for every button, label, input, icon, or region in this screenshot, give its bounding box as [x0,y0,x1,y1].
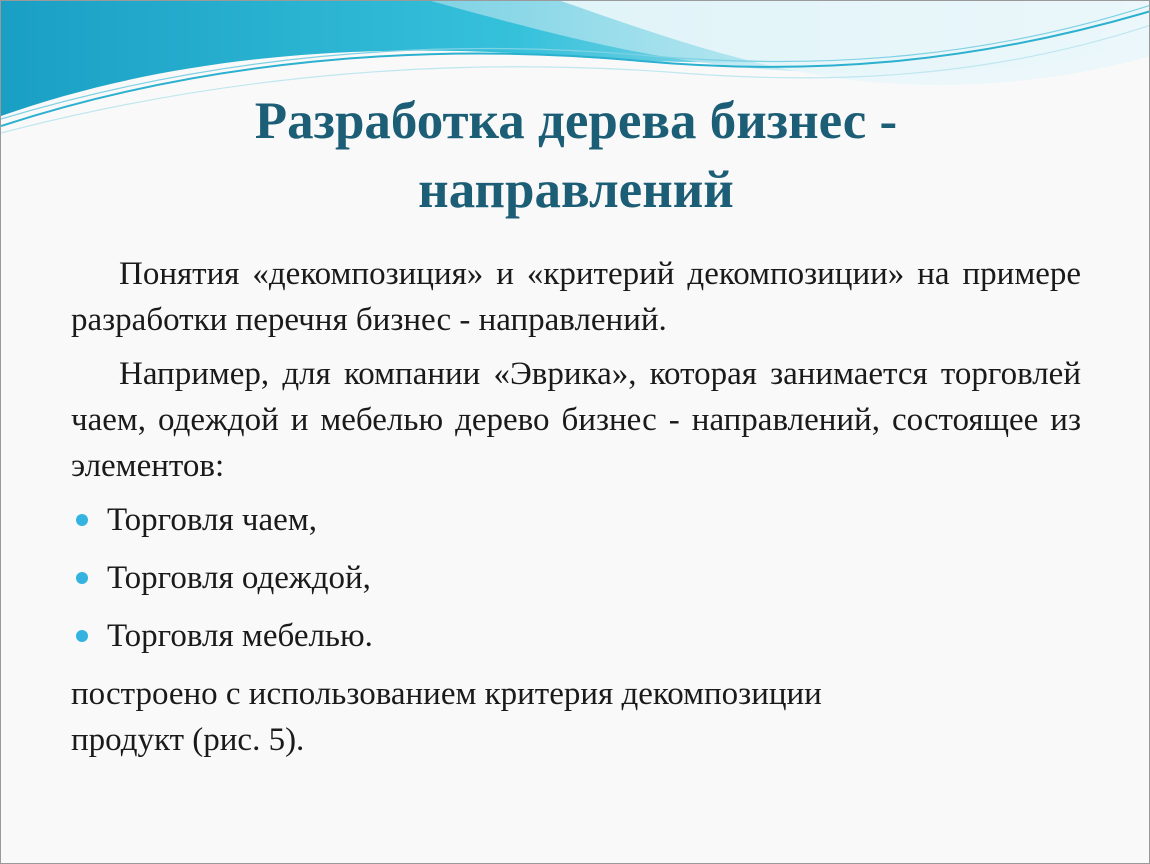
list-item-text: Торговля мебелью. [107,618,373,654]
list-item [71,555,1081,601]
bullet-list [71,497,1081,659]
slide-body [71,251,1081,763]
slide-title-line2: направлений [418,161,734,219]
list-item [71,497,1081,543]
closing-text [71,671,1081,763]
list-item [71,613,1081,659]
slide-title [1,87,1150,225]
slide-title-line1: Разработка дерева бизнес - [254,92,898,150]
bullet-dot-icon [76,572,88,584]
list-item-text: Торговля одеждой, [107,560,371,596]
closing-line2: продукт (рис. 5). [71,722,305,758]
list-item-text: Торговля чаем, [107,502,317,538]
closing-line1: построено с использованием критерия декомпозиции [71,676,822,712]
bullet-dot-icon [76,630,88,642]
paragraph-example: Например, для компании «Эврика», которая занимается торговлей чаем, одеждой и мебелью дерево бизнес - направлений, состоящее из элементов: [71,356,1081,484]
bullet-dot-icon [76,514,88,526]
paragraph-concepts: Понятия «декомпозиция» и «критерий декомпозиции» на примере разработки перечня бизнес - направлений. [71,256,1081,338]
